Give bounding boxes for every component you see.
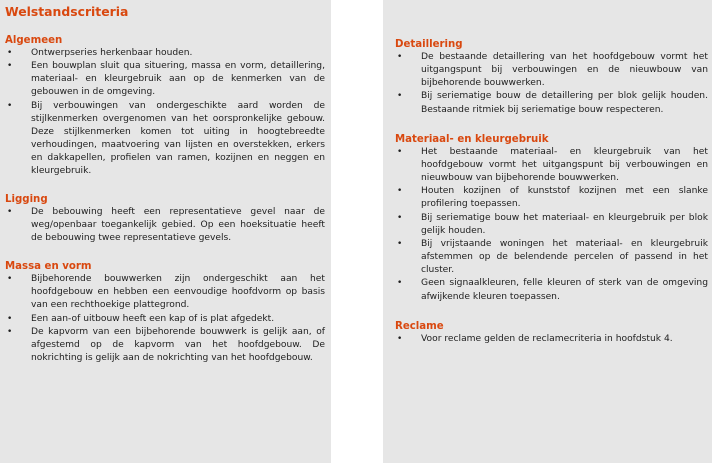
section-detaillering bbox=[395, 38, 708, 117]
section-heading: Massa en vorm bbox=[5, 261, 92, 273]
section-algemeen bbox=[5, 34, 325, 179]
list-item: • Het bestaande materiaal- en kleurgebruik van het hoofdgebouw vormt het uitgangspunt bij verbouwingen en nieuwbouw van bijbehorende bouwwerken. bbox=[395, 146, 708, 185]
section-materiaal-en-kleurgebruik bbox=[395, 133, 708, 304]
list-item: • Ontwerpseries herkenbaar houden. bbox=[5, 47, 325, 60]
list-item: • Bij verbouwingen van ondergeschikte aard worden de stijlkenmerken overgenomen van het oorspronkelijke gebouw. Deze stijlkenmerken komen tot uiting in hoogtebreedte verhoudingen, maatvoering van lijsten en overstekken, erkers en dakkapellen, profielen van ramen, kozijnen en neggen en kleurgebruik. bbox=[5, 100, 325, 179]
section-heading: Reclame bbox=[395, 320, 444, 332]
section-heading: Detaillering bbox=[395, 39, 463, 50]
criteria-list bbox=[395, 51, 708, 117]
section-heading: Ligging bbox=[5, 193, 48, 205]
section-massa-en-vorm bbox=[5, 260, 325, 365]
list-item: • Voor reclame gelden de reclamecriteria in hoofdstuk 4. bbox=[395, 333, 708, 346]
left-column bbox=[0, 0, 331, 463]
list-item: • Geen signaalkleuren, felle kleuren of sterk van de omgeving afwijkende kleuren toepassen. bbox=[395, 277, 708, 303]
section-reclame bbox=[395, 320, 708, 346]
list-item: • De bestaande detaillering van het hoofdgebouw vormt het uitgangspunt bij verbouwingen en de nieuwbouw van bijbehorende bouwwerken. bbox=[395, 51, 708, 90]
page-title: Welstandscriteria bbox=[5, 4, 129, 19]
list-item: • Bijbehorende bouwwerken zijn ondergeschikt aan het hoofdgebouw en hebben een eenvoudige hoofdvorm op basis van een rechthoekige plattegrond. bbox=[5, 273, 325, 312]
criteria-list bbox=[5, 206, 325, 245]
right-column bbox=[383, 0, 712, 463]
list-item: • Bij seriematige bouw de detaillering per blok gelijk houden. Bestaande ritmiek bij seriematige bouw respecteren. bbox=[395, 90, 708, 116]
section-heading: Materiaal- en kleurgebruik bbox=[395, 133, 549, 145]
section-heading: Algemeen bbox=[5, 35, 63, 46]
criteria-list bbox=[395, 146, 708, 304]
section-ligging bbox=[5, 193, 325, 245]
criteria-list bbox=[5, 273, 325, 365]
list-item: • Een bouwplan sluit qua situering, massa en vorm, detaillering, materiaal- en kleurgebruik aan op de kenmerken van de gebouwen in de omgeving. bbox=[5, 60, 325, 99]
list-item: • Houten kozijnen of kunststof kozijnen met een slanke profilering toepassen. bbox=[395, 185, 708, 211]
list-item: • Een aan-of uitbouw heeft een kap of is plat afgedekt. bbox=[5, 313, 325, 326]
list-item: • Bij seriematige bouw het materiaal- en kleurgebruik per blok gelijk houden. bbox=[395, 212, 708, 238]
criteria-list bbox=[395, 333, 708, 346]
list-item: • De bebouwing heeft een representatieve gevel naar de weg/openbaar toegankelijk gebied. Op een hoeksituatie heeft de bebouwing twee representatieve gevels. bbox=[5, 206, 325, 245]
list-item: • De kapvorm van een bijbehorende bouwwerk is gelijk aan, of afgestemd op de kapvorm van het hoofdgebouw. De nokrichting is gelijk aan de nokrichting van het hoofdgebouw. bbox=[5, 326, 325, 365]
list-item: • Bij vrijstaande woningen het materiaal- en kleurgebruik afstemmen op de belendende percelen of passend in het cluster. bbox=[395, 238, 708, 277]
criteria-list bbox=[5, 47, 325, 179]
